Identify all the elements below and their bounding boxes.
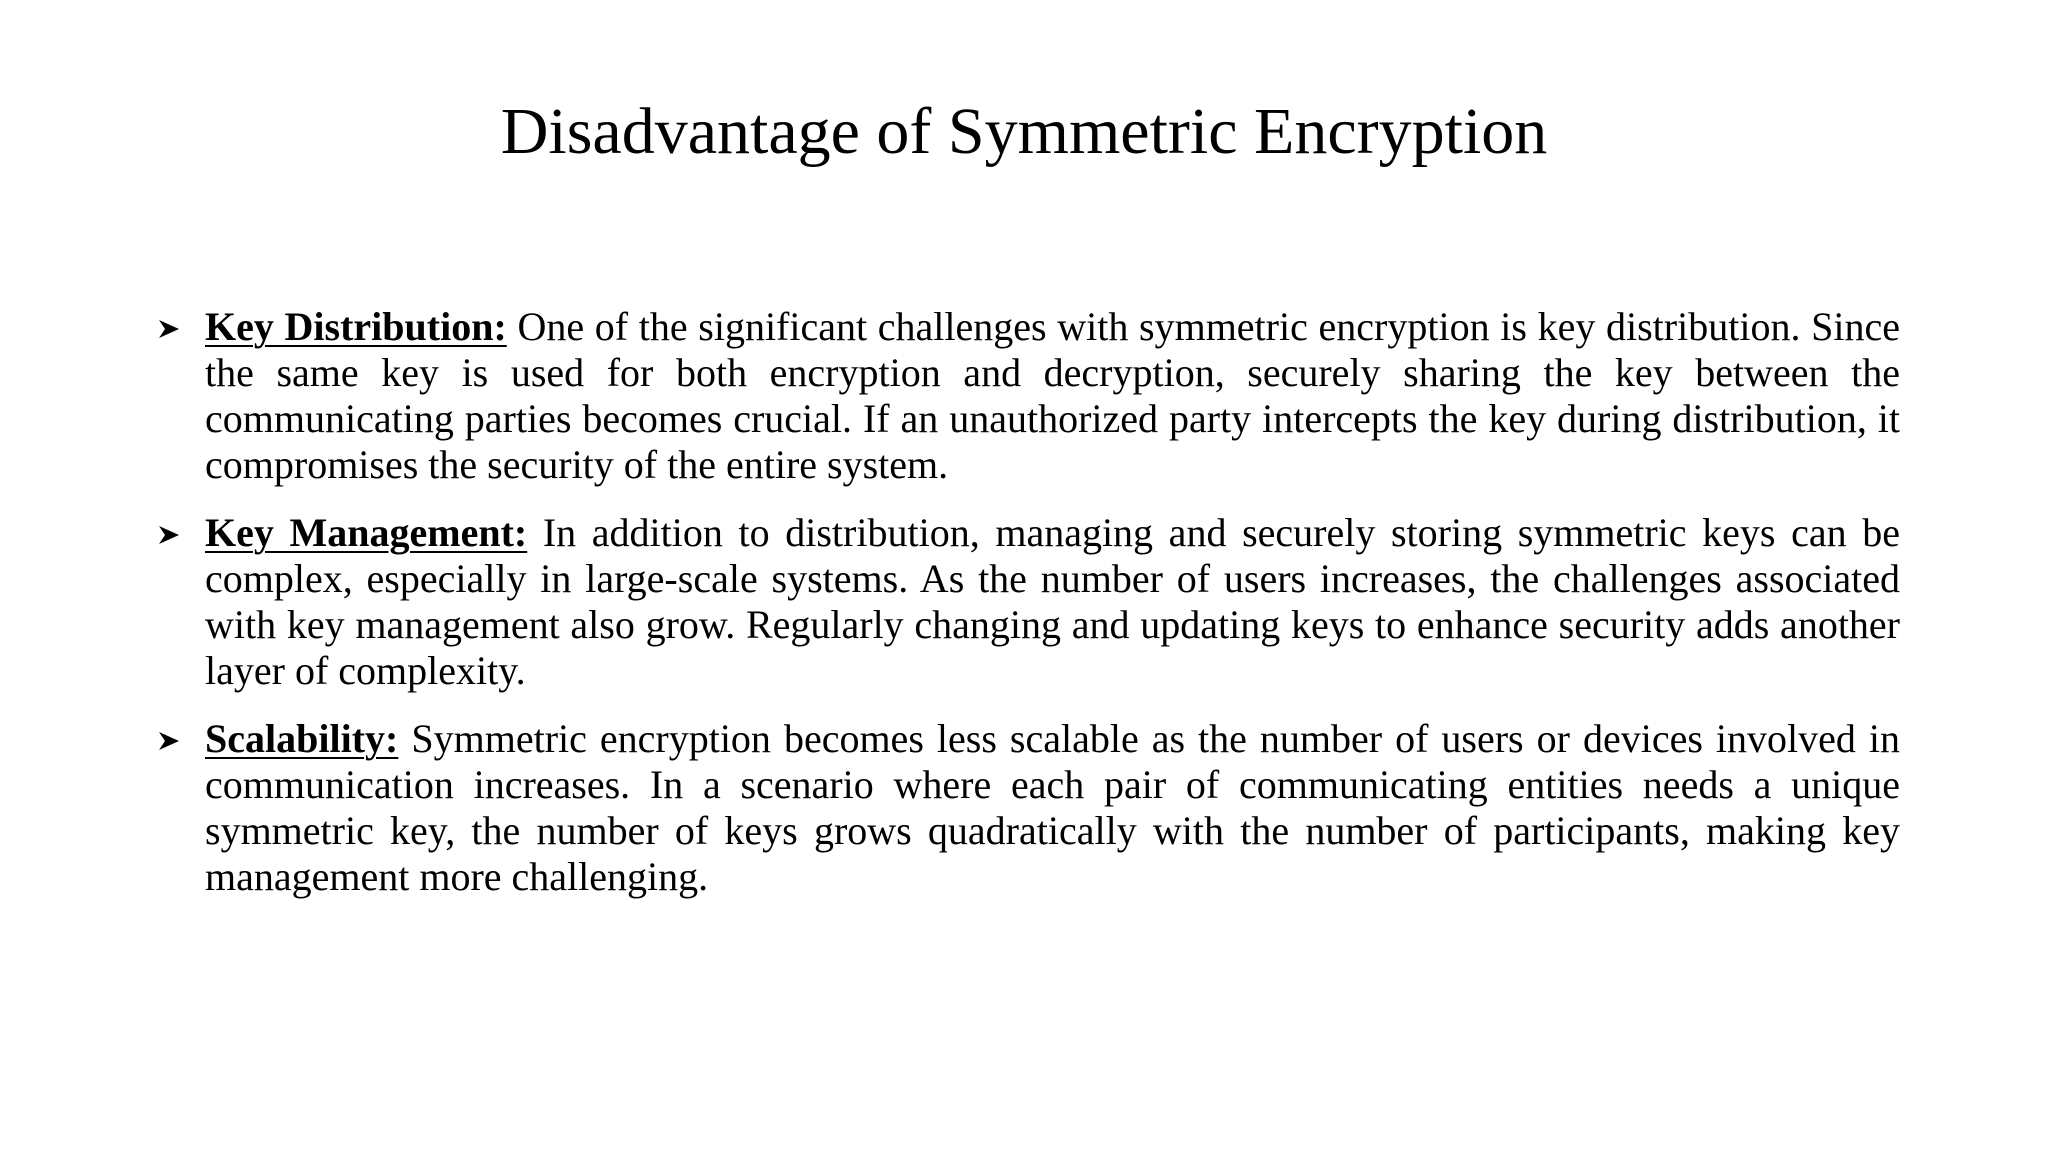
bullet-text: One of the significant challenges with symmetric encryption is key distribution. Since the same key is used for both encryption and decryption, securely sharing the key between the communicating parties becomes crucial. If an unauthorized party intercepts the key during distribution, it compromises the security of the entire system.: [205, 304, 1900, 487]
bullet-item-key-distribution: [150, 304, 1900, 488]
bullet-text: Symmetric encryption becomes less scalable as the number of users or devices involved in communication increases. In a scenario where each pair of communicating entities needs a unique symmetric key, the number of keys grows quadratically with the number of participants, making key management more challenging.: [205, 716, 1900, 899]
bullet-term: Key Management:: [205, 510, 528, 555]
bullet-term: Scalability:: [205, 716, 399, 761]
bullet-text: In addition to distribution, managing and securely storing symmetric keys can be complex, especially in large-scale systems. As the number of users increases, the challenges associated with key management also grow. Regularly changing and updating keys to enhance security adds another layer of complexity.: [205, 510, 1900, 693]
arrowhead-bullet-icon: [158, 731, 180, 751]
slide-title: Disadvantage of Symmetric Encryption: [500, 95, 1548, 168]
bullet-list: [150, 304, 1900, 922]
bullet-item-scalability: [150, 716, 1900, 900]
bullet-term: Key Distribution:: [205, 304, 507, 349]
arrowhead-bullet-icon: [158, 525, 180, 545]
bullet-item-key-management: [150, 510, 1900, 694]
arrowhead-bullet-icon: [158, 319, 180, 339]
